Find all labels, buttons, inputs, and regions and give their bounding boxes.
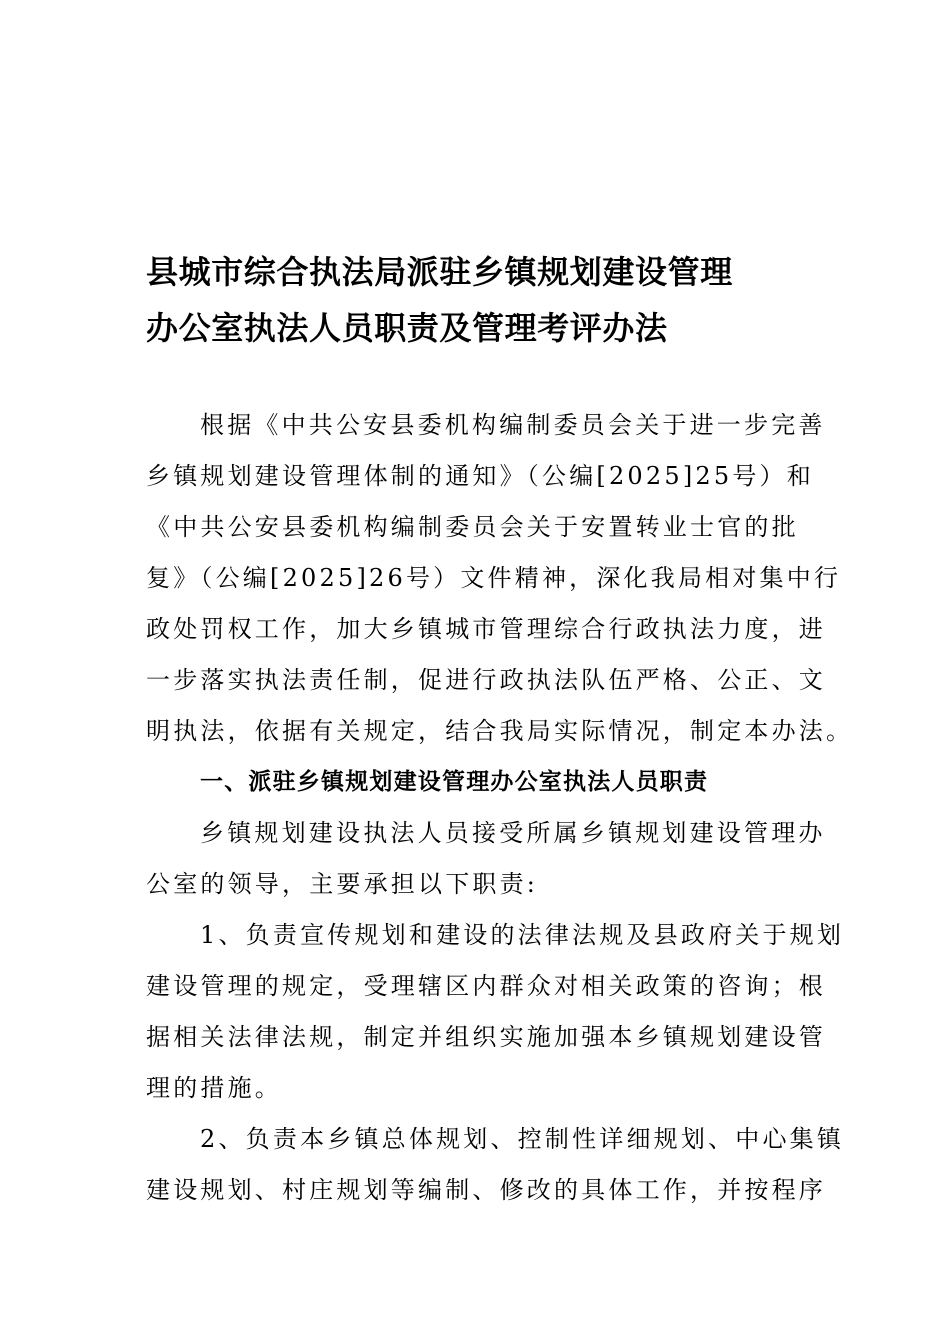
text-line: 复》（公编[2025]26号）文件精神，深化我局相对集中行 bbox=[146, 564, 842, 592]
duty-intro-paragraph bbox=[146, 808, 826, 910]
section-heading bbox=[146, 757, 826, 808]
text-line: 公室的领导，主要承担以下职责: bbox=[146, 870, 539, 898]
duty-item-2 bbox=[146, 1114, 845, 1216]
text-line: 建设管理的规定，受理辖区内群众对相关政策的咨询；根 bbox=[146, 972, 826, 1000]
duty-item-1 bbox=[146, 910, 845, 1114]
text-line: 根据《中共公安县委机构编制委员会关于进一步完善 bbox=[200, 411, 826, 439]
title-line: 县城市综合执法局派驻乡镇规划建设管理 bbox=[146, 253, 733, 291]
text-line: 乡镇规划建设管理体制的通知》（公编[2025]25号）和 bbox=[146, 462, 814, 490]
text-line: 一步落实执法责任制，促进行政执法队伍严格、公正、文 bbox=[146, 666, 826, 694]
text-line: 政处罚权工作，加大乡镇城市管理综合行政执法力度，进 bbox=[146, 615, 826, 643]
intro-paragraph bbox=[146, 400, 854, 757]
text-line: 乡镇规划建设执法人员接受所属乡镇规划建设管理办 bbox=[200, 819, 826, 847]
text-line: 建设规划、村庄规划等编制、修改的具体工作，并按程序 bbox=[146, 1176, 826, 1204]
document-title bbox=[146, 244, 826, 356]
text-line: 据相关法律法规，制定并组织实施加强本乡镇规划建设管 bbox=[146, 1023, 826, 1051]
text-line: 1、负责宣传规划和建设的法律法规及县政府关于规划 bbox=[200, 921, 845, 949]
text-line: 明执法，依据有关规定，结合我局实际情况，制定本办法。 bbox=[146, 717, 854, 745]
text-line: 理的措施。 bbox=[146, 1074, 282, 1102]
document-body bbox=[146, 400, 854, 1216]
text-line: 《中共公安县委机构编制委员会关于安置转业士官的批 bbox=[146, 513, 799, 541]
heading-line: 一、派驻乡镇规划建设管理办公室执法人员职责 bbox=[200, 769, 709, 795]
text-line: 2、负责本乡镇总体规划、控制性详细规划、中心集镇 bbox=[200, 1125, 845, 1153]
title-line: 办公室执法人员职责及管理考评办法 bbox=[146, 309, 668, 347]
